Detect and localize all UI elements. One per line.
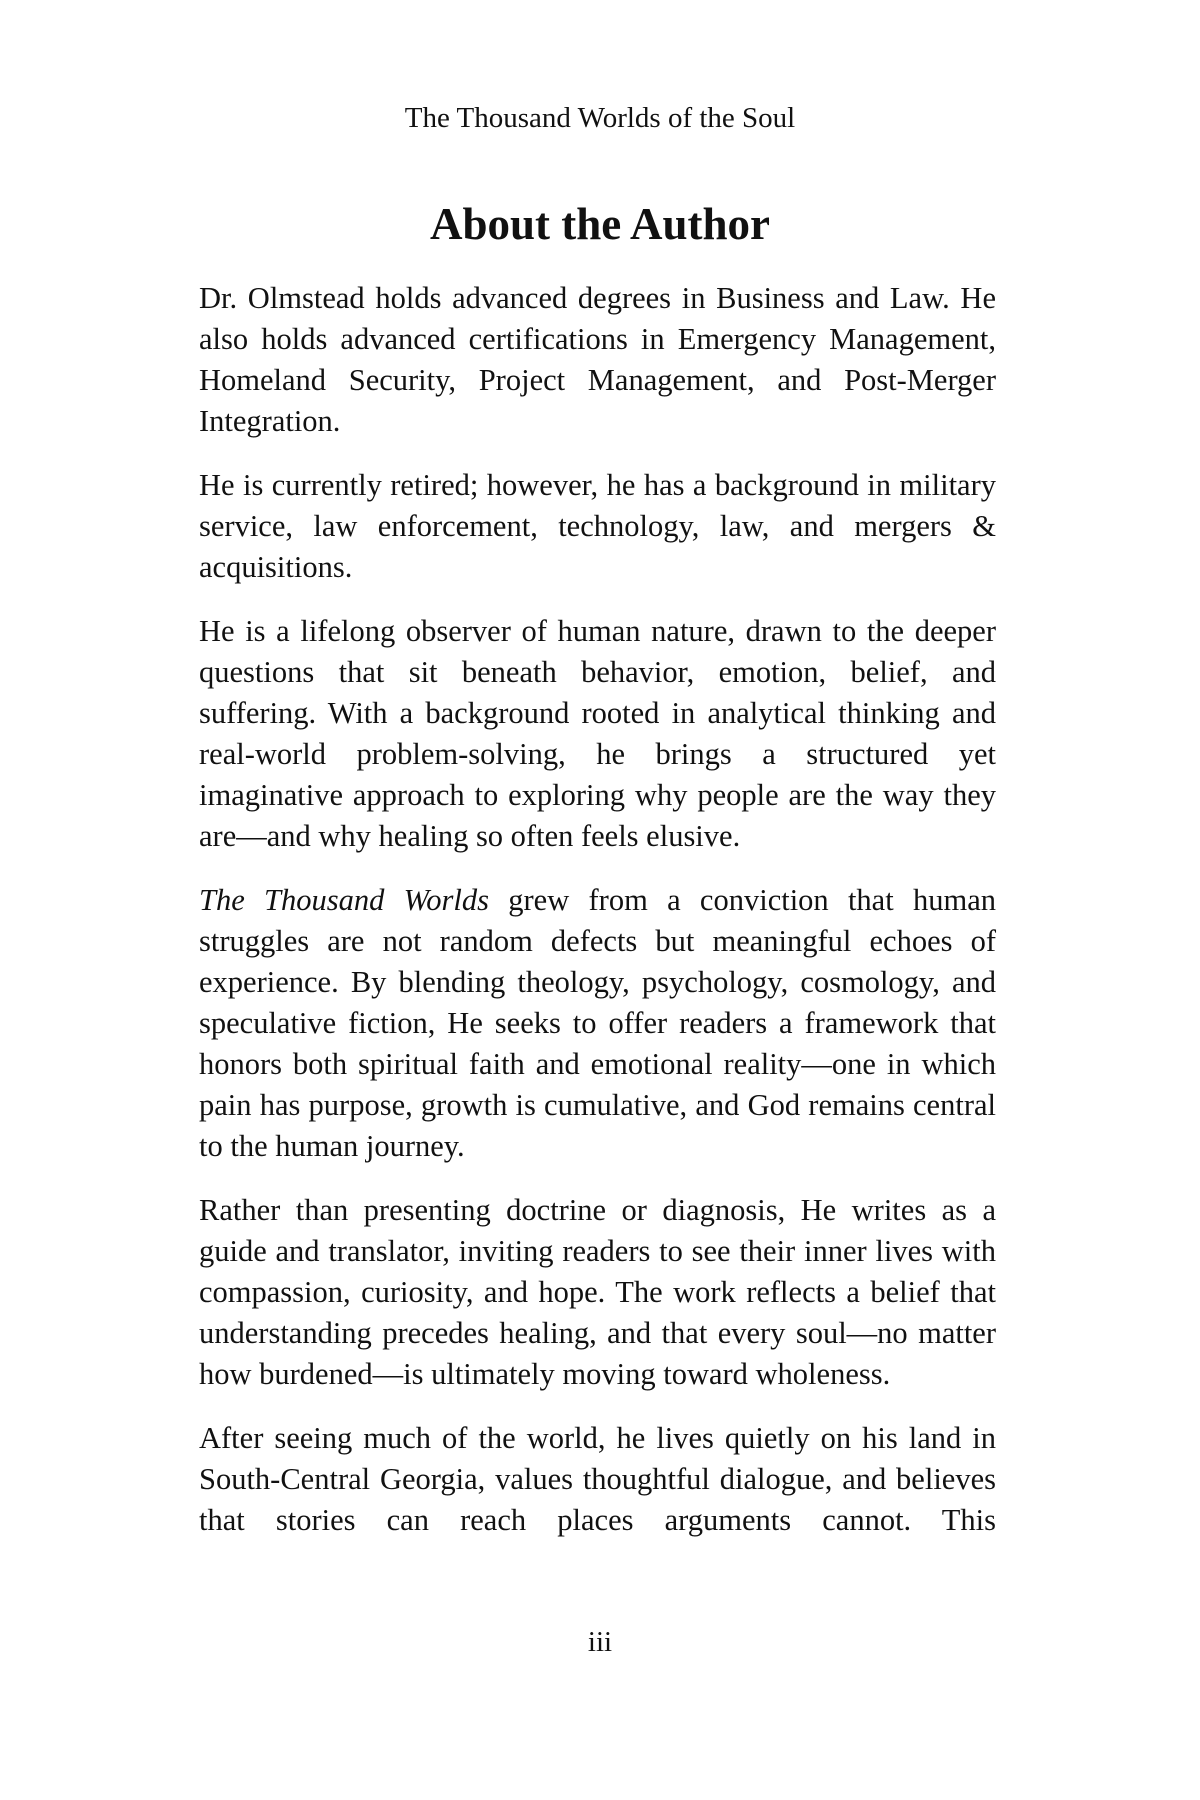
book-title-italic: The Thousand Worlds — [199, 883, 489, 917]
paragraph-thousand-worlds — [199, 880, 996, 1167]
chapter-title: About the Author — [429, 199, 771, 249]
body-text — [199, 278, 996, 1564]
running-head: The Thousand Worlds of the Soul — [404, 102, 796, 134]
page-number: iii — [587, 1626, 613, 1658]
paragraph-background: He is currently retired; however, he has a background in military service, law enforcement, technology, law, and mergers & acquisitions. — [199, 468, 996, 584]
paragraph-georgia: After seeing much of the world, he lives quietly on his land in South-Central Georgia, values thoughtful dialogue, and believes that stories can reach places arguments cannot. This — [199, 1421, 996, 1537]
paragraph-degrees: Dr. Olmstead holds advanced degrees in Business and Law. He also holds advanced certifications in Emergency Management, Homeland Security, Project Management, and Post-Merger Integration. — [199, 281, 996, 438]
paragraph-guide: Rather than presenting doctrine or diagnosis, He writes as a guide and translator, inviting readers to see their inner lives with compassion, curiosity, and hope. The work reflects a belief that understanding precedes healing, and that every soul—no matter how burdened—is ultimately moving toward wholeness. — [199, 1193, 996, 1391]
paragraph-observer: He is a lifelong observer of human nature, drawn to the deeper questions that sit beneath behavior, emotion, belief, and suffering. With a background rooted in analytical thinking and real-world problem-solving, he brings a structured yet imaginative approach to exploring why people are the way they are—and why healing so often feels elusive. — [199, 614, 996, 853]
paragraph-thousand-worlds-text: grew from a conviction that human struggles are not random defects but meaningful echoes of experience. By blending theology, psychology, cosmology, and speculative fiction, He seeks to offer readers a framework that honors both spiritual faith and emotional reality—one in which pain has purpose, growth is cumulative, and God remains central to the human journey. — [199, 883, 996, 1163]
